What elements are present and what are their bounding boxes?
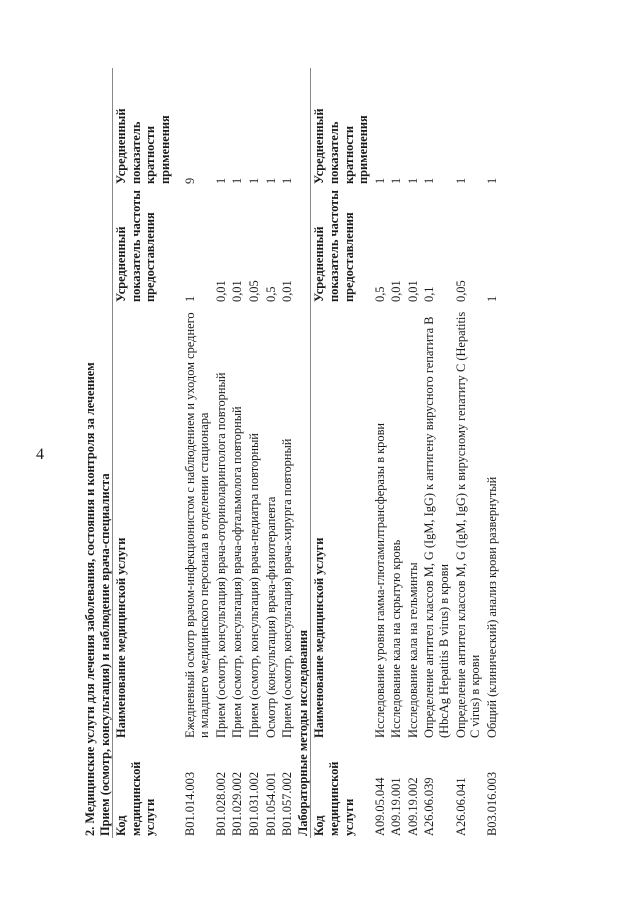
service-name: Исследование кала на скрытую кровь <box>389 539 404 738</box>
service-code: A26.06.041 <box>453 777 468 836</box>
service-name: Исследование уровня гамма-глютамилтрансферазы в крови <box>372 422 387 738</box>
service-code: B01.029.002 <box>230 771 245 836</box>
header-multiplicity: Усредненный показатель кратности применения <box>114 108 172 184</box>
service-code: B03.016.003 <box>484 771 499 836</box>
table-header-row <box>311 68 372 838</box>
services-table-consultations <box>112 68 296 838</box>
service-code: B01.014.003 <box>182 771 197 836</box>
service-multiplicity: 1 <box>213 177 228 184</box>
service-code: A09.19.002 <box>405 777 420 836</box>
service-frequency: 1 <box>484 295 499 302</box>
service-frequency: 0,05 <box>453 280 468 302</box>
service-multiplicity: 1 <box>453 177 468 184</box>
header-frequency: Усредненный показатель частоты предоставления <box>114 190 158 302</box>
table-header-row <box>113 68 174 838</box>
service-name: Осмотр (консультация) врача-физиотерапевта <box>263 496 278 738</box>
header-name: Наименование медицинской услуги <box>114 537 129 738</box>
table-row <box>421 68 452 838</box>
service-frequency: 0,05 <box>246 280 261 302</box>
block1-title: Прием (осмотр, консультация) и наблюдение врача-специалиста <box>97 473 112 836</box>
header-multiplicity: Усредненный показатель кратности применения <box>312 108 371 184</box>
service-name: Прием (осмотр, консультация) врача-хирурга повторный <box>280 438 295 738</box>
service-code: A09.19.001 <box>389 777 404 836</box>
services-table-lab-tests <box>310 68 500 838</box>
service-code: B01.054.001 <box>263 771 278 836</box>
service-name: Ежедневный осмотр врачом-инфекционистом с наблюдением и уходом среднего и младшего медицинского персонала в отделении стационара <box>182 312 212 738</box>
table-row <box>372 68 389 838</box>
service-multiplicity: 1 <box>422 177 437 184</box>
header-code: Код медицинской услуги <box>312 761 356 836</box>
service-multiplicity: 9 <box>182 177 197 184</box>
header-frequency: Усредненный показатель частоты предоставления <box>312 190 356 302</box>
service-frequency: 0,01 <box>405 280 420 302</box>
service-frequency: 0,1 <box>422 286 437 302</box>
header-code: Код медицинской услуги <box>114 761 158 836</box>
service-frequency: 0,01 <box>389 280 404 302</box>
service-name: Прием (осмотр, консультация) врача-педиатра повторный <box>246 433 261 738</box>
table-row <box>484 68 501 838</box>
table-row <box>182 68 213 838</box>
table-row <box>405 68 422 838</box>
service-multiplicity: 1 <box>405 177 420 184</box>
service-name: Прием (осмотр, консультация) врача-офтальмолога повторный <box>230 406 245 738</box>
section-title: 2. Медицинские услуги для лечения заболевания, состояния и контроля за лечением <box>83 362 97 836</box>
service-multiplicity: 1 <box>230 177 245 184</box>
service-name: Определение антител классов M, G (IgM, IgG) к антигену вирусного гепатита B (HbcAg Hepatitis B virus) в крови <box>422 316 452 738</box>
header-name: Наименование медицинской услуги <box>312 537 327 738</box>
service-code: A09.05.044 <box>372 777 387 836</box>
page-number: 4 <box>36 446 44 463</box>
service-name: Определение антител классов M, G (IgM, IgG) к вирусному гепатиту C (Hepatitis C virus) в крови <box>453 311 483 738</box>
service-multiplicity: 1 <box>263 177 278 184</box>
service-code: B01.057.002 <box>280 771 295 836</box>
service-name: Исследование кала на гельминты <box>405 562 420 738</box>
service-frequency: 0,5 <box>372 286 387 302</box>
table-row <box>229 68 246 838</box>
service-code: A26.06.039 <box>422 777 437 836</box>
service-multiplicity: 1 <box>484 177 499 184</box>
service-multiplicity: 1 <box>372 177 387 184</box>
table-row <box>388 68 405 838</box>
service-code: B01.028.002 <box>213 771 228 836</box>
service-multiplicity: 1 <box>246 177 261 184</box>
service-name: Прием (осмотр, консультация) врача-оториноларинголога повторный <box>213 372 228 738</box>
service-frequency: 1 <box>182 295 197 302</box>
service-multiplicity: 1 <box>389 177 404 184</box>
table-row <box>213 68 230 838</box>
table-row <box>246 68 263 838</box>
service-code: B01.031.002 <box>246 771 261 836</box>
table-row <box>263 68 280 838</box>
service-frequency: 0,01 <box>280 280 295 302</box>
service-multiplicity: 1 <box>280 177 295 184</box>
service-name: Общий (клинический) анализ крови развернутый <box>484 476 499 738</box>
block2-title: Лабораторные методы исследования <box>295 629 310 836</box>
service-frequency: 0,01 <box>213 280 228 302</box>
table-row <box>453 68 484 838</box>
service-frequency: 0,5 <box>263 286 278 302</box>
service-frequency: 0,01 <box>230 280 245 302</box>
table-row <box>279 68 296 838</box>
rotated-page-content <box>83 68 563 838</box>
